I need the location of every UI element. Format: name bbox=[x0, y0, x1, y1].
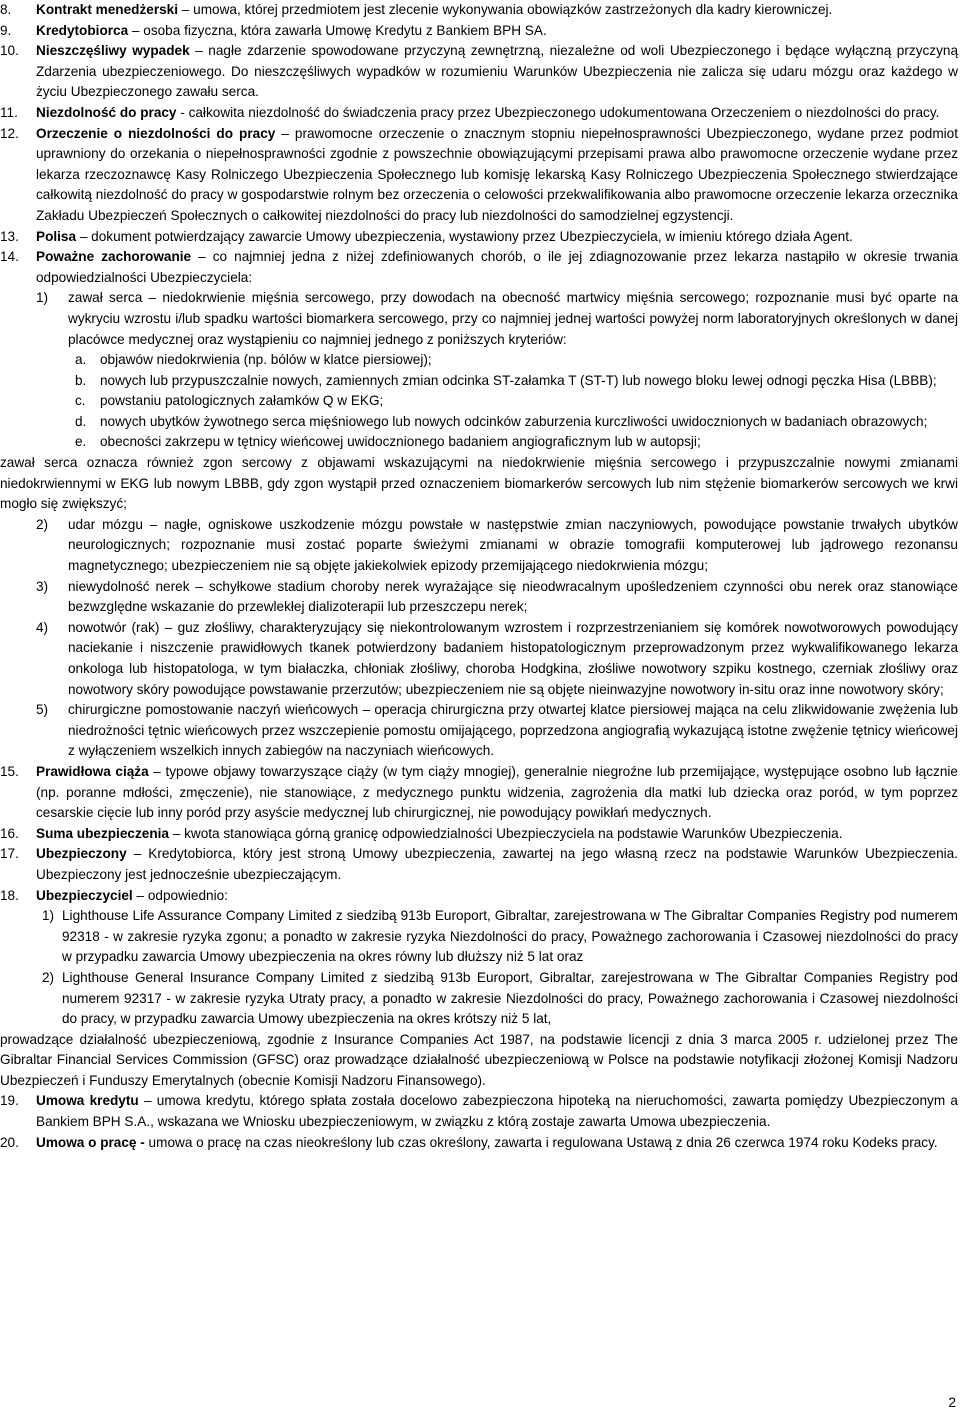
definition-17 bbox=[0, 844, 958, 885]
list-item bbox=[36, 577, 958, 618]
definition-14 bbox=[0, 247, 958, 762]
definition-term: Kredytobiorca bbox=[36, 22, 129, 38]
criteria-text: nowych lub przypuszczalnie nowych, zamiennych zmian odcinka ST-załamka T (ST-T) lub nowego bloku lewej odnogi pęczka Hisa (LBBB); bbox=[100, 372, 937, 388]
list-item-number: 2) bbox=[36, 516, 49, 532]
definition-text: – odpowiednio: bbox=[132, 887, 228, 903]
definition-term: Ubezpieczyciel bbox=[36, 887, 133, 903]
criteria-text: obecności zakrzepu w tętnicy wieńcowej uwidocznionego badaniem angiograficznym lub w autopsji; bbox=[100, 434, 701, 450]
criteria-letter: c. bbox=[75, 393, 86, 409]
insurer-list bbox=[36, 906, 958, 1030]
insurer-note: prowadzące działalność ubezpieczeniową, zgodnie z Insurance Companies Act 1987, na podstawie licencji z dnia 3 marca 2005 r. udzielonej przez The Gibraltar Financial Services Commission (GFSC) oraz prowadzące działalność ubezpieczeniową w Polsce na podstawie notyfikacji złożonej Komisji Nadzoru Ubezpieczeń i Funduszy Emerytalnych (obecnie Komisji Nadzoru Finansowego). bbox=[0, 1031, 958, 1088]
criteria-item bbox=[68, 371, 958, 392]
list-item-text: Lighthouse Life Assurance Company Limited z siedzibą 913b Europort, Gibraltar, zarejestrowana w The Gibraltar Companies Registry pod numerem 92318 - w zakresie ryzyka zgonu; a ponadto w zakresie ryzyka Niezdolności do pracy, Poważnego zachorowania i Czasowej niezdolności do pracy w przypadku zawarcia Umowy ubezpieczenia na okres równy lub dłuższy niż 5 lat oraz bbox=[62, 908, 958, 965]
definition-number: 12. bbox=[0, 125, 19, 141]
definition-term: Polisa bbox=[36, 228, 77, 244]
list-item bbox=[0, 906, 958, 968]
list-item-text: Lighthouse General Insurance Company Limited z siedzibą 913b Europort, Gibraltar, zarejestrowana w The Gibraltar Companies Registry pod numerem 92317 - w zakresie ryzyka Utraty pracy, a ponadto w zakresie Niezdolności do pracy, Poważnego zachorowania i Czasowej niezdolności do pracy, w przypadku zawarcia Umowy ubezpieczenia na okres krótszy niż 5 lat, bbox=[62, 969, 958, 1027]
definition-9 bbox=[0, 21, 958, 42]
definition-term: Prawidłowa ciąża bbox=[36, 763, 149, 779]
list-item-text: zawał serca – niedokrwienie mięśnia sercowego, przy dowodach na obecność martwicy mięśnia sercowego; rozpoznanie musi być oparte na wykryciu wzrostu i/lub spadku wartości biomarkera sercowego, przy co najmniej jednej wartości powyżej norm laboratoryjnych określonych w danej placówce medycznej oraz wystąpieniu co najmniej jednego z poniższych kryteriów: bbox=[68, 290, 958, 347]
list-item bbox=[36, 515, 958, 577]
definition-text: – dokument potwierdzający zawarcie Umowy ubezpieczenia, wystawiony przez Ubezpieczyciela, w imieniu którego działa Agent. bbox=[76, 228, 853, 244]
definition-12 bbox=[0, 124, 958, 227]
list-item bbox=[36, 700, 958, 762]
definition-term: Kontrakt menedżerski bbox=[36, 2, 179, 17]
definition-term: Nieszczęśliwy wypadek bbox=[36, 43, 190, 59]
definition-20 bbox=[0, 1133, 958, 1154]
definition-number: 14. bbox=[0, 249, 19, 265]
list-item-text: udar mózgu – nagłe, ogniskowe uszkodzenie mózgu powstałe w następstwie zmian naczyniowych, powodujące powstanie trwałych ubytków neurologicznych; rozpoznanie musi zostać poparte świeżymi zmianami w obrazie tomografii komputerowej lub jądrowego rezonansu magnetycznego; ubezpieczeniem nie są objęte jakiekolwiek epizody przemijającego niedokrwienia mózgu; bbox=[68, 516, 958, 574]
list-item bbox=[36, 288, 958, 453]
criteria-item bbox=[68, 391, 958, 412]
list-item-number: 2) bbox=[42, 969, 55, 985]
criteria-item bbox=[68, 350, 958, 371]
definition-number: 17. bbox=[0, 846, 19, 862]
definition-term: Ubezpieczony bbox=[36, 846, 127, 862]
definition-text: - całkowita niezdolność do świadczenia pracy przez Ubezpieczonego udokumentowana Orzeczeniem o niezdolności do pracy. bbox=[176, 104, 940, 120]
definition-number: 19. bbox=[0, 1093, 19, 1109]
definition-11 bbox=[0, 103, 958, 124]
criteria-letter: a. bbox=[75, 352, 87, 368]
definition-number: 10. bbox=[0, 43, 19, 59]
list-item-number: 4) bbox=[36, 619, 49, 635]
list-item-number: 1) bbox=[42, 908, 55, 924]
definition-term: Umowa kredytu bbox=[36, 1093, 139, 1109]
definition-text: umowa o pracę na czas nieokreślony lub czas określony, zawarta i regulowana Ustawą z dnia 26 czerwca 1974 roku Kodeks pracy. bbox=[144, 1134, 938, 1150]
definition-number: 8. bbox=[0, 2, 12, 17]
definition-term: Niezdolność do pracy bbox=[36, 104, 177, 120]
definition-10 bbox=[0, 41, 958, 103]
list-item-number: 1) bbox=[36, 290, 49, 306]
criteria-list bbox=[68, 350, 958, 453]
definition-text: – co najmniej jedna z niżej zdefiniowanych chorób, o ile jej zdiagnozowanie przez lekarza nastąpiło w okresie trwania odpowiedzialności Ubezpieczyciela: bbox=[36, 249, 958, 285]
definition-text: – osoba fizyczna, która zawarła Umowę Kredytu z Bankiem BPH SA. bbox=[128, 22, 547, 38]
page-number: 2 bbox=[948, 1394, 956, 1410]
criteria-letter: d. bbox=[75, 413, 87, 429]
definition-text: – umowa kredytu, którego spłata została docelowo zabezpieczona hipoteką na nieruchomości, zawarta pomiędzy Ubezpieczonym a Bankiem BPH S.A., wskazana we Wniosku ubezpieczeniowym, w związku z którą zostaje zawarta Umowa ubezpieczenia. bbox=[36, 1093, 958, 1130]
definition-number: 20. bbox=[0, 1134, 19, 1150]
criteria-letter: e. bbox=[75, 434, 87, 450]
criteria-letter: b. bbox=[75, 372, 87, 388]
definition-19 bbox=[0, 1091, 958, 1132]
definition-text: – prawomocne orzeczenie o znacznym stopniu niepełnosprawności Ubezpieczonego, wydane przez podmiot uprawniony do orzekania o niepełnosprawności zgodnie z powszechnie obowiązującymi przepisami prawa albo prawomocne orzeczenie wydane przez lekarza rzeczoznawcę Kasy Rolniczego Ubezpieczenia Społecznego lub komisję lekarską Kasy Rolniczego Ubezpieczenia Społecznego stwierdzające całkowitą niezdolność do pracy w gospodarstwie rolnym bez orzeczenia o celowości przekwalifikowania albo prawomocne orzeczenie lekarza orzecznika Zakładu Ubezpieczeń Społecznych o całkowitej niezdolności do pracy lub niezdolności do samodzielnej egzystencji. bbox=[36, 125, 959, 223]
list-item-text: niewydolność nerek – schyłkowe stadium choroby nerek wyrażające się nieodwracalnym upośledzeniem czynności obu nerek oraz stanowiące bezwzględne wskazanie do przewlekłej dializoterapii lub przeszczepu nerek; bbox=[68, 578, 958, 615]
definition-term: Umowa o pracę - bbox=[36, 1134, 145, 1150]
definition-number: 9. bbox=[0, 22, 12, 38]
list-item-number: 3) bbox=[36, 578, 49, 594]
definition-13 bbox=[0, 227, 958, 248]
definition-15 bbox=[0, 762, 958, 824]
definition-number: 13. bbox=[0, 228, 19, 244]
disease-list bbox=[0, 288, 958, 762]
definition-text: – Kredytobiorca, który jest stroną Umowy ubezpieczenia, zawartej na jego własną rzecz na podstawie Warunków Ubezpieczenia. Ubezpieczony jest jednocześnie ubezpieczającym. bbox=[36, 846, 958, 882]
criteria-text: nowych ubytków żywotnego serca mięśniowego lub nowych odcinków zaburzenia kurczliwości uwidocznionych w badaniach obrazowych; bbox=[100, 413, 928, 429]
criteria-note: zawał serca oznacza również zgon sercowy z objawami wskazującymi na niedokrwienie mięśnia sercowego i przypuszczalnie nowymi zmianami niedokrwiennymi w EKG lub nowym LBBB, gdy zgon wystąpił przed oznaczeniem biomarkerów sercowych lub nim stężenie biomarkerów sercowych we krwi mogło się zwiększyć; bbox=[0, 455, 958, 512]
list-item-number: 5) bbox=[36, 702, 49, 718]
definition-number: 15. bbox=[0, 763, 19, 779]
definition-number: 11. bbox=[0, 104, 18, 120]
definition-number: 18. bbox=[0, 887, 19, 903]
definition-16 bbox=[0, 824, 958, 845]
definition-text: – kwota stanowiąca górną granicę odpowiedzialności Ubezpieczyciela na podstawie Warunków Ubezpieczenia. bbox=[168, 825, 843, 841]
list-item-text: chirurgiczne pomostowanie naczyń wieńcowych – operacja chirurgiczna przy otwartej klatce piersiowej mająca na celu zlikwidowanie zwężenia lub niedrożności tętnic wieńcowych przez wszczepienie pomostu omijającego, poprzedzona angiografią wykazującą istotne zwężenie tętnicy wieńcowej z wyłączeniem wszelkich innych zabiegów na naczyniach wieńcowych. bbox=[68, 702, 958, 759]
criteria-text: powstaniu patologicznych załamków Q w EKG; bbox=[100, 393, 384, 409]
list-item bbox=[0, 968, 958, 1030]
definition-text: – umowa, której przedmiotem jest zlecenie wykonywania obowiązków zastrzeżonych dla kadry kierowniczej. bbox=[178, 2, 833, 17]
criteria-text: objawów niedokrwienia (np. bólów w klatce piersiowej); bbox=[100, 352, 432, 368]
criteria-item bbox=[68, 432, 958, 453]
definition-term: Suma ubezpieczenia bbox=[36, 825, 169, 841]
list-item bbox=[36, 618, 958, 700]
definition-text: – nagłe zdarzenie spowodowane przyczyną zewnętrzną, niezależne od woli Ubezpieczonego i będące wyłączną przyczyną Zdarzenia ubezpieczeniowego. Do nieszczęśliwych wypadków w rozumieniu Warunków Ubezpieczenia nie zalicza się udaru mózgu oraz każdego w życiu Ubezpieczonego zawału serca. bbox=[36, 43, 959, 100]
definition-8 bbox=[0, 0, 958, 21]
definition-term: Orzeczenie o niezdolności do pracy bbox=[36, 125, 276, 141]
criteria-item bbox=[68, 412, 958, 433]
definition-number: 16. bbox=[0, 825, 19, 841]
definition-18 bbox=[0, 886, 958, 1092]
list-item-text: nowotwór (rak) – guz złośliwy, charakteryzujący się niekontrolowanym wzrostem i rozprzestrzenianiem się komórek nowotworowych powodujący naciekanie i niszczenie prawidłowych tkanek potwierdzony badaniem histopatologicznym przeprowadzonym przez wykwalifikowanego lekarza onkologa lub histopatologa, w tym białaczka, chłoniak złośliwy, choroba Hodgkina, złośliwe nowotwory szpiku kostnego, czerniak złośliwy oraz nowotwory skóry powodujące powstawanie przerzutów; ubezpieczeniem nie są objęte nieinwazyjne nowotwory in-situ oraz inne nowotwory skóry; bbox=[68, 619, 958, 697]
definition-text: – typowe objawy towarzyszące ciąży (w tym ciąży mnogiej), generalnie niegroźne lub przemijające, występujące osobno lub łącznie (np. poranne mdłości, zmęczenie), nie stanowiące, z medycznego punktu widzenia, zagrożenia dla matki lub dziecka oraz poród, w tym poprzez cesarskie cięcie lub inny poród przy asyście medycznej lub chirurgicznej, nie powodujący powikłań medycznych. bbox=[36, 763, 958, 821]
definition-term: Poważne zachorowanie bbox=[36, 249, 192, 265]
